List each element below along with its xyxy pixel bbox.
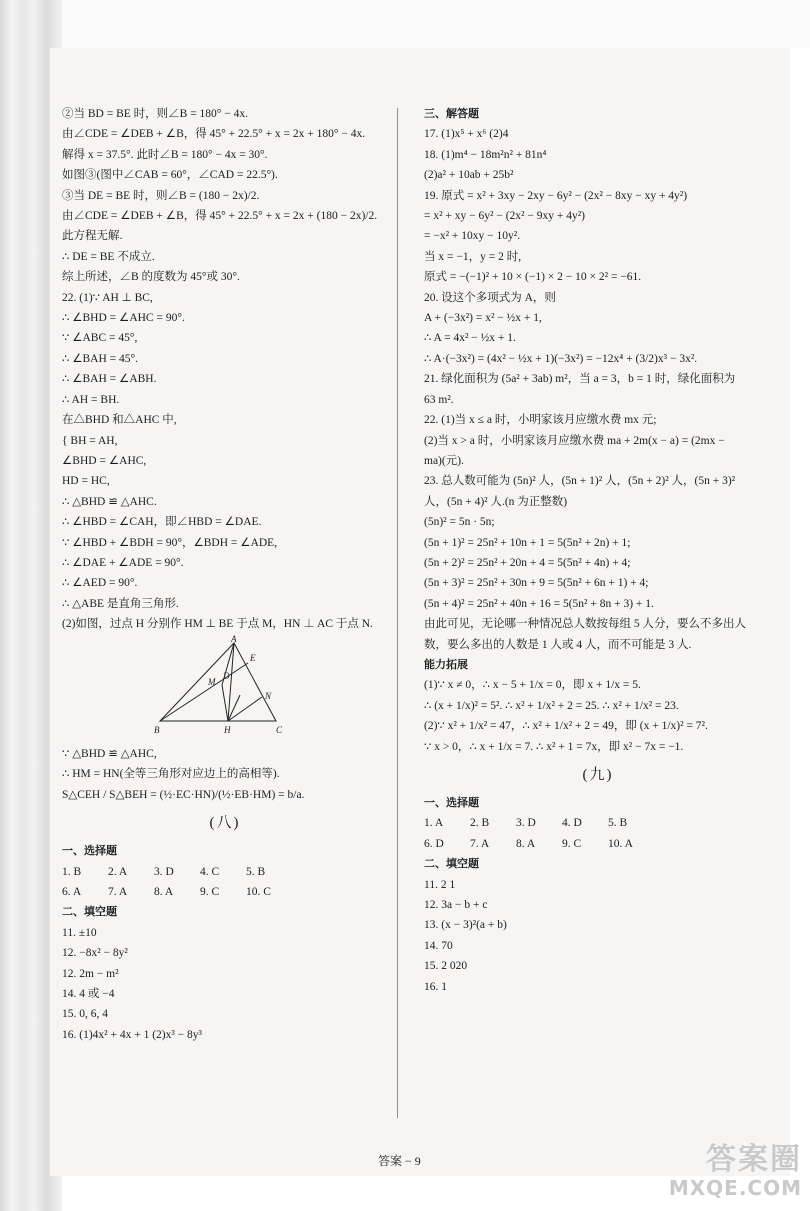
section-8-choice-row [62,882,388,902]
label-H: H [224,724,231,735]
label-A: A [231,634,237,644]
section-9-fill-heading: 二、填空题 [424,858,479,871]
left-solution-line: ③当 DE = BE 时，则∠B = (180 − 2x)/2. [62,189,260,202]
section-8-choice-heading: 一、选择题 [62,845,117,858]
left-solution-line: ②当 BD = BE 时，则∠B = 180° − 4x. [62,108,249,120]
section-9-choice-row [424,813,772,833]
section-9-choice-item: 4. D [562,817,582,830]
right-solution-line: 23. 总人数可能为 (5n)² 人，(5n + 1)² 人，(5n + 2)² 人，(5n + 3)² [424,475,736,488]
scan-top-margin [62,0,810,48]
section-9-fill-answer-line: 13. (x − 3)²(a + b) [424,919,507,932]
section-8-fill-answer-line: 12. 2m − m² [62,967,119,980]
left-solution-line: 解得 x = 37.5°. 此时∠B = 180° − 4x = 30°. [62,148,268,161]
right-solution-line: ∵ x > 0，∴ x + 1/x = 7. ∴ x² + 1 = 7x，即 x² − 7x = −1. [424,740,684,753]
section-8-choice-item: 2. A [108,865,128,878]
right-solution-line: 19. 原式 = x² + 3xy − 2xy − 6y² − (2x² − 8xy − xy + 4y²) [424,189,688,202]
section-9-choice-answers [424,813,772,854]
right-solution-line: ma)(元). [424,454,464,467]
page-footer: 答案 − 9 [378,1154,421,1168]
section-9-choice-item: 1. A [424,817,444,830]
left-solution-line: ∴ △BHD ≌ △AHC. [62,495,157,508]
section-9-fill-answer-line: 14. 70 [424,939,453,952]
section-8-choice-item: 4. C [200,865,220,878]
left-solution-line: (2)如图，过点 H 分别作 HM ⊥ BE 于点 M，HN ⊥ AC 于点 N. [62,618,373,631]
left-solution-line: ∴ ∠BHD = ∠AHC = 90°. [62,312,185,325]
left-solution-line: ∵ ∠HBD + ∠BDH = 90°，∠BDH = ∠ADE, [62,536,278,549]
section-8-fill-answer-line: 16. (1)4x² + 4x + 1 (2)x³ − 8y³ [62,1028,202,1041]
section-9-fill-answers [424,875,772,997]
left-solution-line: ∴ AH = BH. [62,393,120,406]
right-solution-line: (5n + 4)² = 25n² + 40n + 16 = 5(5n² + 8n + 3) + 1. [424,597,654,610]
right-solution-line: 18. (1)m⁴ − 18m²n² + 81n⁴ [424,148,547,161]
section-8-fill-answer-line: 11. ±10 [62,926,97,939]
right-solution-line: 人，(5n + 4)² 人.(n 为正整数) [424,495,568,508]
right-solution-line: ∴ A·(−3x²) = (4x² − ½x + 1)(−3x²) = −12x⁴ + (3/2)x³ − 3x². [424,352,698,365]
section-8-choice-item: 9. C [200,886,220,898]
right-solution-line: 17. (1)x⁵ + x⁶ (2)4 [424,128,509,141]
left-column [62,104,388,1045]
left-solution-line: 由∠CDE = ∠DEB + ∠B，得 45° + 22.5° + x = 2x + (180 − 2x)/2. [62,210,378,223]
right-solution-line: ∴ A = 4x² − ½x + 1. [424,332,516,345]
right-solution-line: 20. 设这个多项式为 A，则 [424,291,556,304]
left-solution-line: ∴ ∠AED = 90°. [62,577,138,590]
right-solution-line: (1)∵ x ≠ 0，∴ x − 5 + 1/x = 0，即 x + 1/x = 5. [424,679,641,692]
section-9-choice-item: 2. B [470,817,490,830]
left-solution-line: S△CEH / S△BEH = (½·EC·HN)/(½·EB·HM) = b/a. [62,788,305,801]
right-solution-line: 21. 绿化面积为 (5a² + 3ab) m²，当 a = 3，b = 1 时，绿化面积为 [424,373,736,386]
left-solution-line: ∴ DE = BE 不成立. [62,250,155,263]
section-8-choice-item: 1. B [62,865,82,878]
label-E: E [250,652,256,663]
right-solution-line: ∴ (x + 1/x)² = 5². ∴ x² + 1/x² + 2 = 25. ∴ x² + 1/x² = 23. [424,699,679,712]
triangle-figure [152,635,292,737]
section-9-choice-item: 8. A [516,837,536,850]
section-9-choice-item: 9. C [562,837,582,850]
right-solution-line: 三、解答题 [424,108,479,120]
left-solution-line: HD = HC, [62,475,110,488]
section-8-choice-item: 6. A [62,886,82,898]
right-solution-line: (2)∵ x² + 1/x² = 47，∴ x² + 1/x² + 2 = 49，即 (x + 1/x)² = 7². [424,720,708,733]
right-solution-line: (2)当 x > a 时，小明家该月应缴水费 ma + 2m(x − a) = (2mx − [424,434,725,447]
section-9-choice-item: 10. A [608,837,633,850]
left-solution-line: ∠BHD = ∠AHC, [62,454,147,467]
left-solution-line: 在△BHD 和△AHC 中, [62,414,177,427]
right-solution-line: 原式 = −(−1)² + 10 × (−1) × 2 − 10 × 2² = −61. [424,271,642,284]
section-9-choice-item: 3. D [516,817,536,830]
right-solution-line: 22. (1)当 x ≤ a 时，小明家该月应缴水费 mx 元; [424,414,657,427]
right-solution-lines [424,104,772,757]
section-8-fill-answer-line: 15. 0, 6, 4 [62,1008,108,1021]
left-solution-line: 如图③(图中∠CAB = 60°，∠CAD = 22.5°). [62,169,278,182]
site-watermark [662,1143,802,1203]
right-column [424,104,772,997]
section-8-choice-item: 7. A [108,886,128,898]
watermark-url: MXQE.COM [668,1176,802,1200]
label-D: D [223,670,230,681]
left-solution-line: { BH = AH, [62,434,118,447]
left-solution-line: 此方程无解. [62,230,123,243]
label-B: B [154,724,160,735]
left-solution-line: ∵ ∠ABC = 45°, [62,332,138,345]
right-solution-line: 当 x = −1，y = 2 时, [424,250,522,263]
left-solution-after-figure [62,744,388,805]
label-C: C [276,724,283,735]
right-solution-line: 63 m². [424,393,454,406]
right-solution-line: (5n + 3)² = 25n² + 30n + 9 = 5(5n² + 6n + 1) + 4; [424,577,649,590]
left-solution-lines [62,104,388,635]
section-8-choice-row [62,862,388,882]
right-solution-line: (5n + 2)² = 25n² + 20n + 4 = 5(5n² + 4n) + 4; [424,556,631,569]
section-9-choice-item: 5. B [608,817,628,830]
right-solution-line: (5n + 1)² = 25n² + 10n + 1 = 5(5n² + 2n) + 1; [424,536,631,549]
watermark-logo-text: 答案圈 [706,1142,802,1177]
section-8-choice-item: 10. C [246,886,271,898]
label-N: N [265,690,272,701]
section-8-title: (八) [209,815,241,832]
section-9-fill-answer-line: 12. 3a − b + c [424,899,488,912]
section-8-choice-item: 3. D [154,865,174,878]
section-9-fill-answer-line: 11. 2 1 [424,878,456,891]
right-solution-line: A + (−3x²) = x² − ½x + 1, [424,312,542,325]
right-solution-line: (5n)² = 5n · 5n; [424,516,495,529]
right-solution-line: 由此可见，无论哪一种情况总人数按每组 5 人分，要么不多出人 [424,618,746,631]
section-8-fill-answer-line: 12. −8x² − 8y² [62,947,128,960]
section-9-choice-row [424,834,772,854]
left-solution-line: ∴ ∠BAH = 45°. [62,352,138,365]
left-solution-line: 22. (1)∵ AH ⊥ BC, [62,291,153,304]
left-solution-line: 由∠CDE = ∠DEB + ∠B，得 45° + 22.5° + x = 2x + 180° − 4x. [62,128,366,141]
left-solution-line: ∵ △BHD ≌ △AHC, [62,747,157,760]
right-solution-line: 能力拓展 [424,658,468,671]
section-9-choice-item: 6. D [424,837,444,850]
left-solution-line: 综上所述，∠B 的度数为 45°或 30°. [62,271,240,284]
section-8-choice-answers [62,862,388,903]
section-9-title: (九) [582,767,614,783]
section-9-choice-heading: 一、选择题 [424,797,479,809]
section-8-fill-answers [62,923,388,1045]
right-solution-line: 数，要么多出的人数是 1 人或 4 人，而不可能是 3 人. [424,638,692,651]
right-solution-line: (2)a² + 10ab + 25b² [424,169,514,182]
section-9-fill-answer-line: 15. 2 020 [424,960,468,973]
section-8-fill-heading: 二、填空题 [62,906,117,919]
section-9-choice-item: 7. A [470,837,490,850]
left-solution-line: ∴ ∠HBD = ∠CAH，即∠HBD = ∠DAE. [62,516,262,529]
left-solution-line: ∴ HM = HN(全等三角形对应边上的高相等). [62,768,280,781]
left-solution-line: ∴ ∠DAE + ∠ADE = 90°. [62,556,184,569]
left-solution-line: ∴ ∠BAH = ∠ABH. [62,373,157,386]
label-M: M [208,676,216,687]
right-solution-line: = −x² + 10xy − 10y². [424,230,521,243]
right-solution-line: = x² + xy − 6y² − (2x² − 9xy + 4y²) [424,210,585,223]
section-9-fill-answer-line: 16. 1 [424,980,447,993]
column-divider [397,108,398,1118]
section-8-choice-item: 8. A [154,886,174,898]
left-solution-line: ∴ △ABE 是直角三角形. [62,597,179,610]
section-8-fill-answer-line: 14. 4 或 −4 [62,988,115,1001]
section-8-choice-item: 5. B [246,865,266,878]
